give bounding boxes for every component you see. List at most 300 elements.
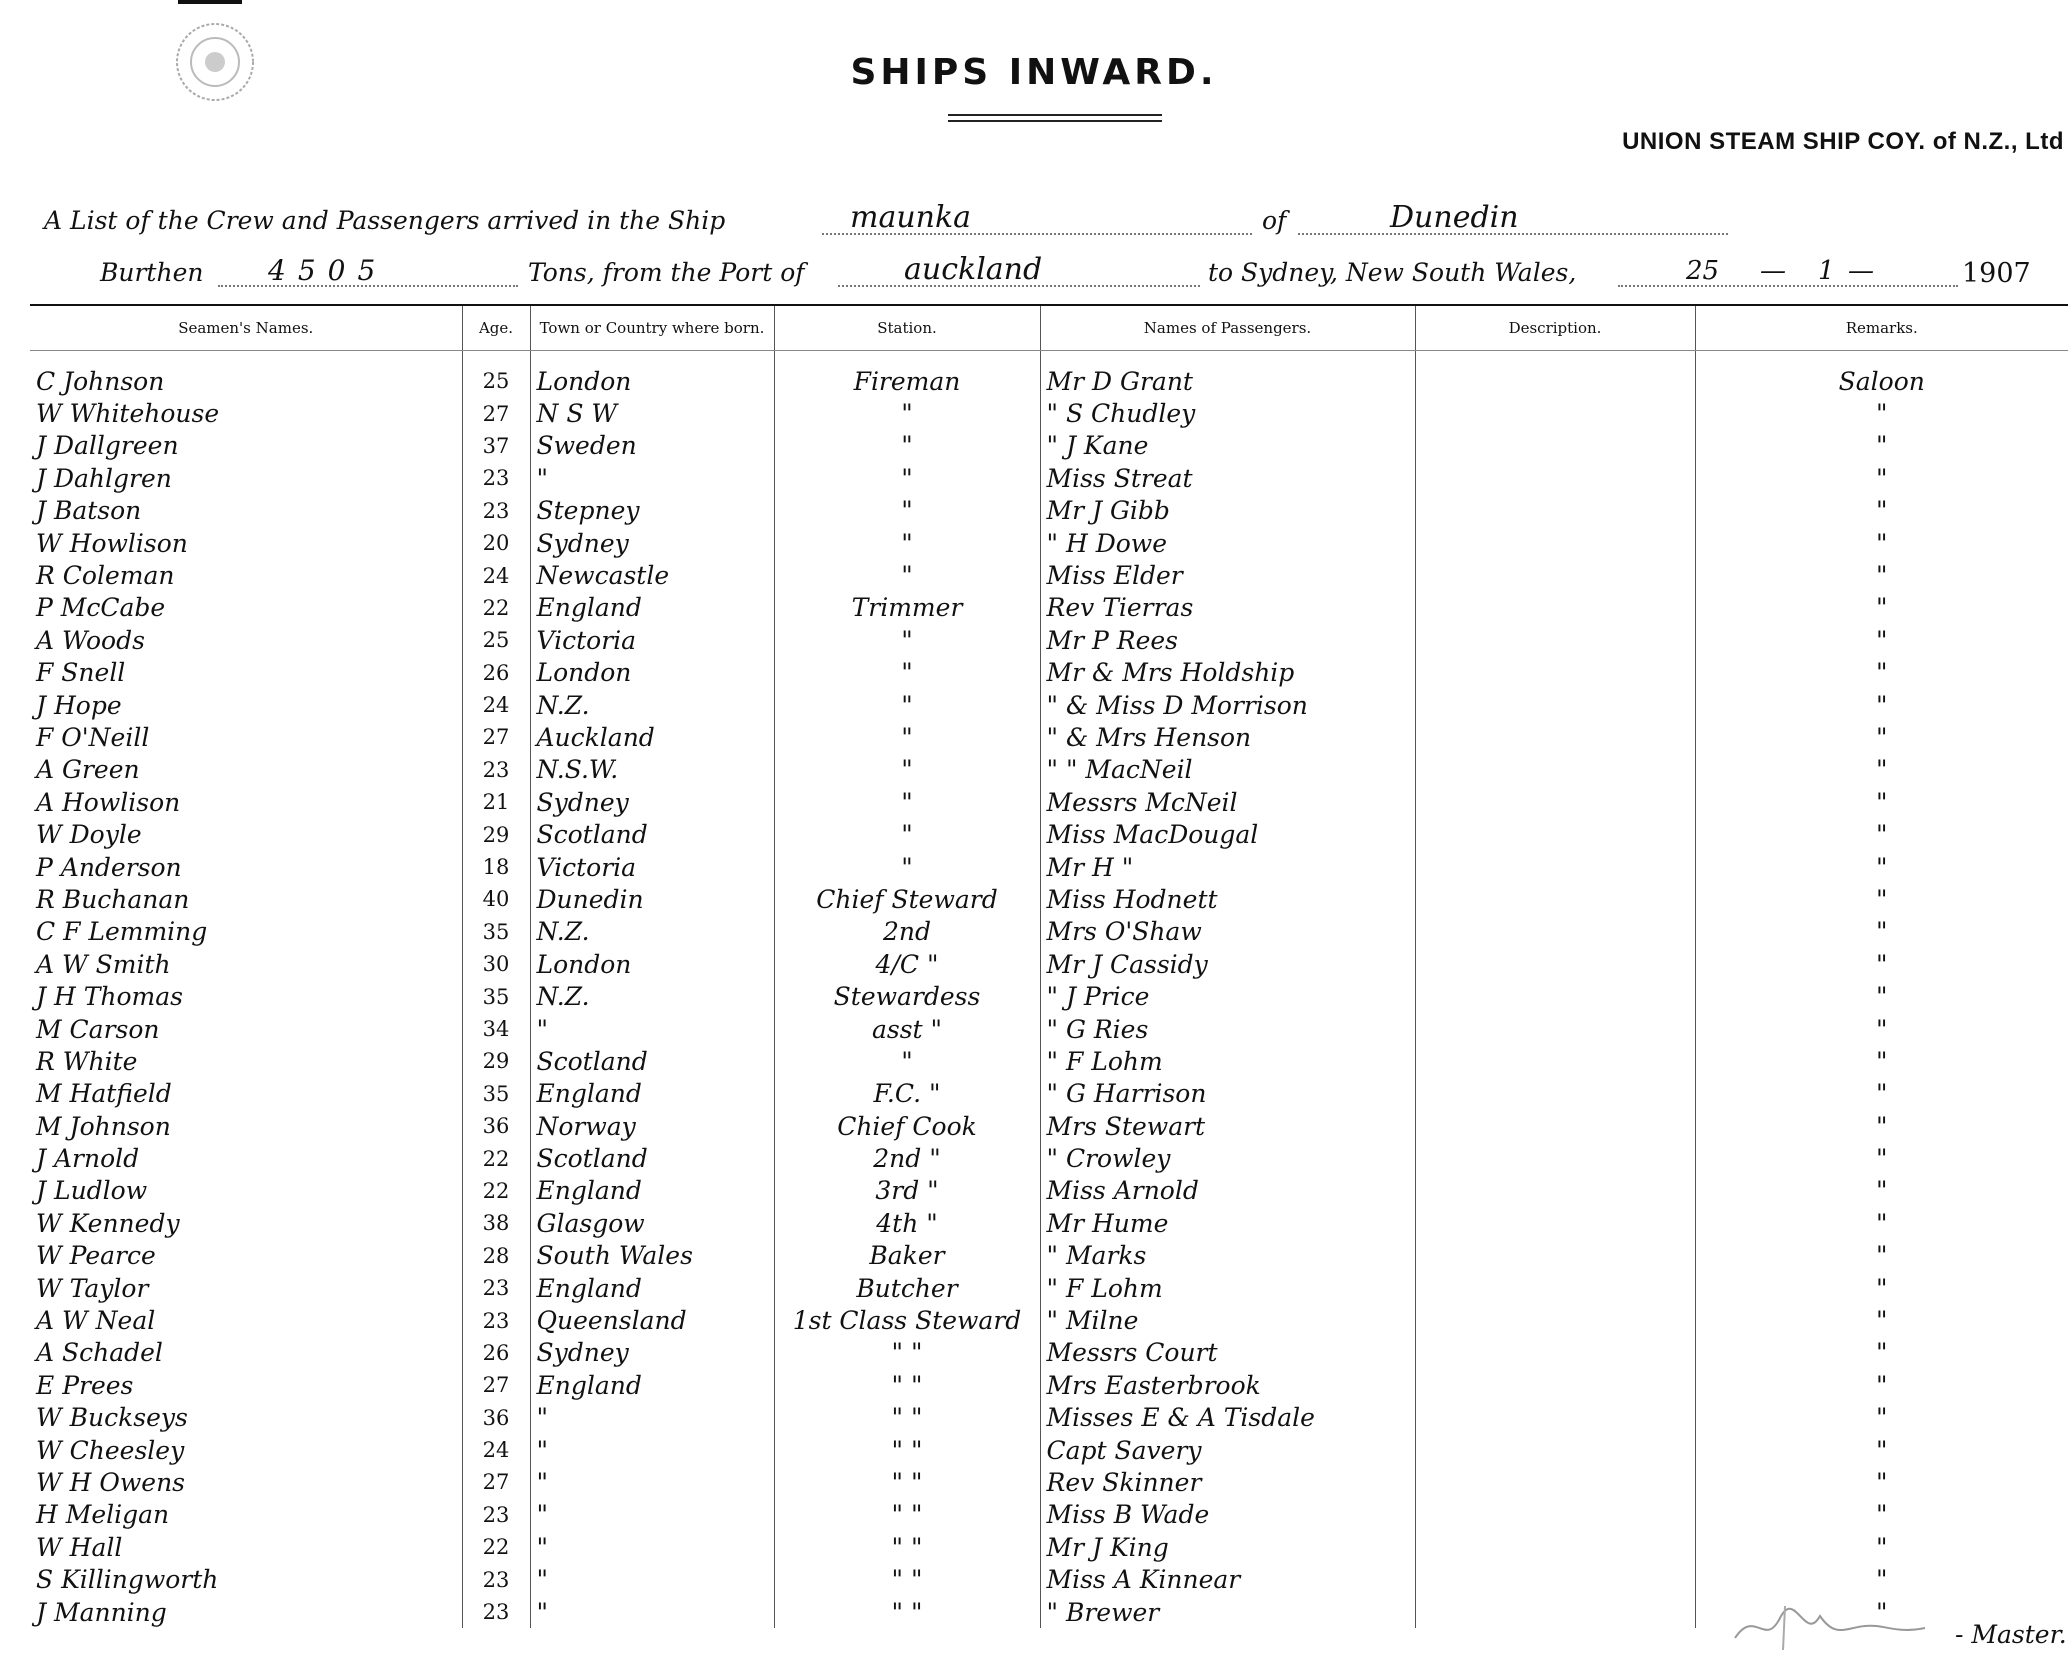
description-cell	[1415, 980, 1695, 1012]
seaman-name-cell: P Anderson	[30, 851, 462, 883]
birthplace-cell: N.Z.	[530, 916, 774, 948]
age-cell: 23	[462, 1596, 530, 1628]
description-cell	[1415, 1272, 1695, 1304]
remarks-cell: "	[1876, 463, 1888, 493]
age-cell: 23	[462, 495, 530, 527]
birthplace-cell: Sweden	[530, 430, 774, 462]
birthplace-cell: England	[530, 1078, 774, 1110]
seaman-name-cell: A Schadel	[30, 1337, 462, 1369]
date-line	[1618, 284, 1958, 287]
station-cell: Fireman	[774, 365, 1040, 397]
passenger-name-cell: " Milne	[1040, 1304, 1415, 1336]
seaman-name-cell: W Whitehouse	[30, 397, 462, 429]
remarks-cell: "	[1876, 496, 1888, 526]
remarks-cell: "	[1876, 528, 1888, 558]
seaman-name-cell: J Hope	[30, 689, 462, 721]
seaman-name-cell: F Snell	[30, 657, 462, 689]
birthplace-cell: Queensland	[530, 1304, 774, 1336]
age-cell: 38	[462, 1207, 530, 1239]
seaman-name-cell: W Doyle	[30, 818, 462, 850]
passenger-name-cell: " & Miss D Morrison	[1040, 689, 1415, 721]
passenger-name-cell: Capt Savery	[1040, 1434, 1415, 1466]
birthplace-cell: London	[530, 948, 774, 980]
seaman-name-cell: W H Owens	[30, 1466, 462, 1498]
birthplace-cell: Scotland	[530, 1142, 774, 1174]
age-cell: 30	[462, 948, 530, 980]
remarks-cell: Saloon	[1838, 366, 1925, 396]
seaman-name-cell: E Prees	[30, 1369, 462, 1401]
station-cell: "	[774, 689, 1040, 721]
remarks-cell: "	[1876, 1208, 1888, 1238]
passenger-name-cell: Mrs Stewart	[1040, 1110, 1415, 1142]
table-row	[30, 1304, 2068, 1336]
remarks-cell: "	[1876, 1338, 1888, 1368]
description-cell	[1415, 1240, 1695, 1272]
table-row	[30, 1402, 2068, 1434]
age-cell: 40	[462, 883, 530, 915]
description-cell	[1415, 527, 1695, 559]
table-row	[30, 527, 2068, 559]
table-row	[30, 559, 2068, 591]
age-cell: 24	[462, 559, 530, 591]
remarks-cell: "	[1876, 1111, 1888, 1141]
station-cell: " "	[774, 1434, 1040, 1466]
remarks-cell: "	[1876, 561, 1888, 591]
birthplace-cell: "	[530, 1402, 774, 1434]
age-cell: 26	[462, 1337, 530, 1369]
birthplace-cell: "	[530, 1563, 774, 1595]
station-cell: " "	[774, 1563, 1040, 1595]
passenger-name-cell: " Marks	[1040, 1240, 1415, 1272]
remarks-cell: "	[1876, 1403, 1888, 1433]
table-row	[30, 883, 2068, 915]
age-cell: 37	[462, 430, 530, 462]
station-cell: "	[774, 1045, 1040, 1077]
date-month: 1	[1818, 256, 1835, 286]
description-cell	[1415, 721, 1695, 753]
age-cell: 25	[462, 624, 530, 656]
passenger-name-cell: Mr & Mrs Holdship	[1040, 657, 1415, 689]
passenger-name-cell: Rev Tierras	[1040, 592, 1415, 624]
seaman-name-cell: R Coleman	[30, 559, 462, 591]
table-row	[30, 786, 2068, 818]
age-cell: 23	[462, 462, 530, 494]
seaman-name-cell: F O'Neill	[30, 721, 462, 753]
seaman-name-cell: A Woods	[30, 624, 462, 656]
seaman-name-cell: M Hatfield	[30, 1078, 462, 1110]
passenger-name-cell: Messrs McNeil	[1040, 786, 1415, 818]
passenger-name-cell: Miss MacDougal	[1040, 818, 1415, 850]
birthplace-cell: "	[530, 1531, 774, 1563]
passenger-name-cell: Messrs Court	[1040, 1337, 1415, 1369]
station-cell: "	[774, 430, 1040, 462]
remarks-cell: "	[1876, 820, 1888, 850]
remarks-cell: "	[1876, 1467, 1888, 1497]
passenger-name-cell: " J Price	[1040, 980, 1415, 1012]
table-row	[30, 1499, 2068, 1531]
remarks-cell: "	[1876, 1014, 1888, 1044]
company-name: UNION STEAM SHIP COY. of N.Z., Ltd	[1622, 128, 2064, 155]
station-cell: "	[774, 786, 1040, 818]
remarks-cell: "	[1876, 593, 1888, 623]
remarks-cell: "	[1876, 949, 1888, 979]
description-cell	[1415, 495, 1695, 527]
date-dash-2: —	[1848, 256, 1874, 286]
passenger-name-cell: Misses E & A Tisdale	[1040, 1402, 1415, 1434]
tonnage: 4505	[268, 254, 388, 287]
age-cell: 23	[462, 1272, 530, 1304]
passenger-name-cell: Mrs O'Shaw	[1040, 916, 1415, 948]
age-cell: 24	[462, 1434, 530, 1466]
seaman-name-cell: W Buckseys	[30, 1402, 462, 1434]
birthplace-cell: N.Z.	[530, 689, 774, 721]
table-row	[30, 1434, 2068, 1466]
seaman-name-cell: C F Lemming	[30, 916, 462, 948]
table-row	[30, 1175, 2068, 1207]
crew-passenger-table	[30, 306, 2068, 1628]
passenger-name-cell: Mr J King	[1040, 1531, 1415, 1563]
seaman-name-cell: W Hall	[30, 1531, 462, 1563]
seaman-name-cell: J Ludlow	[30, 1175, 462, 1207]
passenger-name-cell: " G Ries	[1040, 1013, 1415, 1045]
description-cell	[1415, 786, 1695, 818]
birthplace-cell: Auckland	[530, 721, 774, 753]
age-cell: 24	[462, 689, 530, 721]
remarks-cell: "	[1876, 1241, 1888, 1271]
description-cell	[1415, 1337, 1695, 1369]
age-cell: 27	[462, 1466, 530, 1498]
description-cell	[1415, 916, 1695, 948]
description-cell	[1415, 592, 1695, 624]
header-spacer-row	[30, 351, 2068, 366]
table-row	[30, 851, 2068, 883]
remarks-cell: "	[1876, 982, 1888, 1012]
passenger-name-cell: " G Harrison	[1040, 1078, 1415, 1110]
date-day: 25	[1686, 256, 1720, 286]
seaman-name-cell: A Green	[30, 754, 462, 786]
table-row	[30, 397, 2068, 429]
age-cell: 25	[462, 365, 530, 397]
birthplace-cell: Norway	[530, 1110, 774, 1142]
page-title: SHIPS INWARD.	[850, 52, 1218, 93]
seaman-name-cell: J Dallgreen	[30, 430, 462, 462]
passenger-name-cell: " H Dowe	[1040, 527, 1415, 559]
birthplace-cell: N S W	[530, 397, 774, 429]
birthplace-cell: Newcastle	[530, 559, 774, 591]
age-cell: 23	[462, 754, 530, 786]
station-cell: 4/C "	[774, 948, 1040, 980]
seaman-name-cell: W Howlison	[30, 527, 462, 559]
description-cell	[1415, 1045, 1695, 1077]
seaman-name-cell: J H Thomas	[30, 980, 462, 1012]
birthplace-cell: "	[530, 1013, 774, 1045]
description-cell	[1415, 1304, 1695, 1336]
table-row	[30, 430, 2068, 462]
table-header-row	[30, 306, 2068, 351]
remarks-cell: "	[1876, 1306, 1888, 1336]
remarks-cell: "	[1876, 1370, 1888, 1400]
seaman-name-cell: W Taylor	[30, 1272, 462, 1304]
age-cell: 36	[462, 1402, 530, 1434]
remarks-cell: "	[1876, 884, 1888, 914]
station-cell: "	[774, 818, 1040, 850]
col-header-age: Age.	[462, 306, 530, 351]
remarks-cell: "	[1876, 1046, 1888, 1076]
seaman-name-cell: A W Smith	[30, 948, 462, 980]
station-cell: 4th "	[774, 1207, 1040, 1239]
passenger-name-cell: " & Mrs Henson	[1040, 721, 1415, 753]
description-cell	[1415, 397, 1695, 429]
station-cell: "	[774, 527, 1040, 559]
seaman-name-cell: R White	[30, 1045, 462, 1077]
description-cell	[1415, 1013, 1695, 1045]
age-cell: 21	[462, 786, 530, 818]
description-cell	[1415, 657, 1695, 689]
age-cell: 36	[462, 1110, 530, 1142]
remarks-cell: "	[1876, 1597, 1888, 1627]
passenger-name-cell: Rev Skinner	[1040, 1466, 1415, 1498]
table-row	[30, 657, 2068, 689]
birthplace-cell: England	[530, 1272, 774, 1304]
age-cell: 29	[462, 818, 530, 850]
age-cell: 23	[462, 1304, 530, 1336]
description-cell	[1415, 1369, 1695, 1401]
station-cell: asst "	[774, 1013, 1040, 1045]
col-header-passengers: Names of Passengers.	[1040, 306, 1415, 351]
description-cell	[1415, 1466, 1695, 1498]
birthplace-cell: N.Z.	[530, 980, 774, 1012]
passenger-name-cell: Mr Hume	[1040, 1207, 1415, 1239]
birthplace-cell: Sydney	[530, 786, 774, 818]
station-cell: F.C. "	[774, 1078, 1040, 1110]
remarks-cell: "	[1876, 755, 1888, 785]
home-port: Dunedin	[1390, 200, 1519, 235]
station-cell: "	[774, 754, 1040, 786]
remarks-cell: "	[1876, 690, 1888, 720]
passenger-name-cell: Mr J Gibb	[1040, 495, 1415, 527]
table-row	[30, 592, 2068, 624]
description-cell	[1415, 624, 1695, 656]
birthplace-cell: England	[530, 1175, 774, 1207]
age-cell: 27	[462, 721, 530, 753]
remarks-cell: "	[1876, 1176, 1888, 1206]
age-cell: 20	[462, 527, 530, 559]
station-cell: Baker	[774, 1240, 1040, 1272]
table-row	[30, 754, 2068, 786]
birthplace-cell: "	[530, 1434, 774, 1466]
birthplace-cell: "	[530, 1499, 774, 1531]
birthplace-cell: London	[530, 657, 774, 689]
age-cell: 34	[462, 1013, 530, 1045]
passenger-name-cell: " Brewer	[1040, 1596, 1415, 1628]
age-cell: 22	[462, 592, 530, 624]
remarks-cell: "	[1876, 722, 1888, 752]
birthplace-cell: Scotland	[530, 1045, 774, 1077]
burthen-label: Burthen	[100, 258, 204, 287]
station-cell: " "	[774, 1466, 1040, 1498]
master-label: - Master.	[1955, 1620, 2067, 1649]
seaman-name-cell: J Manning	[30, 1596, 462, 1628]
remarks-cell: "	[1876, 431, 1888, 461]
passenger-name-cell: Miss Hodnett	[1040, 883, 1415, 915]
station-cell: "	[774, 721, 1040, 753]
col-header-station: Station.	[774, 306, 1040, 351]
station-cell: 3rd "	[774, 1175, 1040, 1207]
passenger-name-cell: Miss Arnold	[1040, 1175, 1415, 1207]
age-cell: 35	[462, 1078, 530, 1110]
station-cell: "	[774, 559, 1040, 591]
of-label: of	[1262, 206, 1287, 235]
destination-label: to Sydney, New South Wales,	[1208, 258, 1577, 287]
age-cell: 22	[462, 1142, 530, 1174]
description-cell	[1415, 818, 1695, 850]
birthplace-cell: South Wales	[530, 1240, 774, 1272]
title-rule-top	[948, 114, 1162, 116]
col-header-remarks: Remarks.	[1695, 306, 2068, 351]
description-cell	[1415, 1434, 1695, 1466]
description-cell	[1415, 1207, 1695, 1239]
passenger-name-cell: Mr P Rees	[1040, 624, 1415, 656]
seaman-name-cell: H Meligan	[30, 1499, 462, 1531]
passenger-name-cell: " Crowley	[1040, 1142, 1415, 1174]
birthplace-cell: Victoria	[530, 624, 774, 656]
station-cell: "	[774, 851, 1040, 883]
age-cell: 23	[462, 1499, 530, 1531]
remarks-cell: "	[1876, 852, 1888, 882]
table-row	[30, 365, 2068, 397]
ship-name: maunka	[850, 200, 972, 235]
station-cell: 2nd "	[774, 1142, 1040, 1174]
birthplace-cell: Glasgow	[530, 1207, 774, 1239]
age-cell: 27	[462, 1369, 530, 1401]
table-row	[30, 980, 2068, 1012]
from-port: auckland	[904, 252, 1043, 287]
table-row	[30, 1110, 2068, 1142]
seaman-name-cell: W Pearce	[30, 1240, 462, 1272]
table-row	[30, 1045, 2068, 1077]
birthplace-cell: Stepney	[530, 495, 774, 527]
table-row	[30, 689, 2068, 721]
table-row	[30, 462, 2068, 494]
col-header-seamen-names: Seamen's Names.	[30, 306, 462, 351]
station-cell: Trimmer	[774, 592, 1040, 624]
birthplace-cell: Dunedin	[530, 883, 774, 915]
date-year: 1907	[1962, 258, 2031, 289]
age-cell: 22	[462, 1531, 530, 1563]
table-row	[30, 1531, 2068, 1563]
description-cell	[1415, 462, 1695, 494]
passenger-name-cell: " S Chudley	[1040, 397, 1415, 429]
remarks-cell: "	[1876, 1565, 1888, 1595]
station-cell: " "	[774, 1402, 1040, 1434]
passenger-name-cell: " F Lohm	[1040, 1045, 1415, 1077]
station-cell: Chief Cook	[774, 1110, 1040, 1142]
remarks-cell: "	[1876, 1273, 1888, 1303]
description-cell	[1415, 754, 1695, 786]
col-header-description: Description.	[1415, 306, 1695, 351]
seaman-name-cell: A Howlison	[30, 786, 462, 818]
birthplace-cell: Victoria	[530, 851, 774, 883]
birthplace-cell: Sydney	[530, 527, 774, 559]
description-cell	[1415, 1402, 1695, 1434]
seaman-name-cell: W Kennedy	[30, 1207, 462, 1239]
description-cell	[1415, 1563, 1695, 1595]
date-dash-1: —	[1760, 256, 1786, 286]
table-row	[30, 1337, 2068, 1369]
passenger-name-cell: Miss A Kinnear	[1040, 1563, 1415, 1595]
seaman-name-cell: W Cheesley	[30, 1434, 462, 1466]
seaman-name-cell: J Dahlgren	[30, 462, 462, 494]
age-cell: 22	[462, 1175, 530, 1207]
passenger-name-cell: Mrs Easterbrook	[1040, 1369, 1415, 1401]
col-header-birthplace: Town or Country where born.	[530, 306, 774, 351]
station-cell: "	[774, 462, 1040, 494]
remarks-cell: "	[1876, 1500, 1888, 1530]
birthplace-cell: N.S.W.	[530, 754, 774, 786]
description-cell	[1415, 1110, 1695, 1142]
passenger-name-cell: Mr J Cassidy	[1040, 948, 1415, 980]
table-row	[30, 1013, 2068, 1045]
age-cell: 18	[462, 851, 530, 883]
station-cell: Stewardess	[774, 980, 1040, 1012]
description-cell	[1415, 689, 1695, 721]
age-cell: 28	[462, 1240, 530, 1272]
seaman-name-cell: M Johnson	[30, 1110, 462, 1142]
table-row	[30, 1142, 2068, 1174]
passenger-name-cell: " J Kane	[1040, 430, 1415, 462]
station-cell: "	[774, 657, 1040, 689]
remarks-cell: "	[1876, 917, 1888, 947]
station-cell: " "	[774, 1369, 1040, 1401]
remarks-cell: "	[1876, 625, 1888, 655]
intro-text: A List of the Crew and Passengers arrived in the Ship	[44, 206, 726, 235]
passenger-name-cell: Miss B Wade	[1040, 1499, 1415, 1531]
title-rule-bottom	[948, 120, 1162, 122]
description-cell	[1415, 851, 1695, 883]
description-cell	[1415, 883, 1695, 915]
station-cell: Chief Steward	[774, 883, 1040, 915]
seaman-name-cell: S Killingworth	[30, 1563, 462, 1595]
passenger-name-cell: Miss Streat	[1040, 462, 1415, 494]
station-cell: " "	[774, 1499, 1040, 1531]
seaman-name-cell: P McCabe	[30, 592, 462, 624]
birthplace-cell: "	[530, 462, 774, 494]
seaman-name-cell: J Batson	[30, 495, 462, 527]
master-signature	[1725, 1598, 1945, 1654]
remarks-cell: "	[1876, 658, 1888, 688]
tons-label: Tons, from the Port of	[528, 258, 805, 287]
table-row	[30, 818, 2068, 850]
station-cell: "	[774, 495, 1040, 527]
age-cell: 23	[462, 1563, 530, 1595]
station-cell: "	[774, 624, 1040, 656]
age-cell: 26	[462, 657, 530, 689]
passenger-name-cell: Miss Elder	[1040, 559, 1415, 591]
passenger-name-cell: Mr H "	[1040, 851, 1415, 883]
table-row	[30, 1078, 2068, 1110]
station-cell: " "	[774, 1337, 1040, 1369]
remarks-cell: "	[1876, 1435, 1888, 1465]
table-row	[30, 1272, 2068, 1304]
table-row	[30, 1369, 2068, 1401]
station-cell: 2nd	[774, 916, 1040, 948]
seaman-name-cell: J Arnold	[30, 1142, 462, 1174]
birthplace-cell: London	[530, 365, 774, 397]
age-cell: 35	[462, 916, 530, 948]
station-cell: "	[774, 397, 1040, 429]
description-cell	[1415, 430, 1695, 462]
station-cell: 1st Class Steward	[774, 1304, 1040, 1336]
